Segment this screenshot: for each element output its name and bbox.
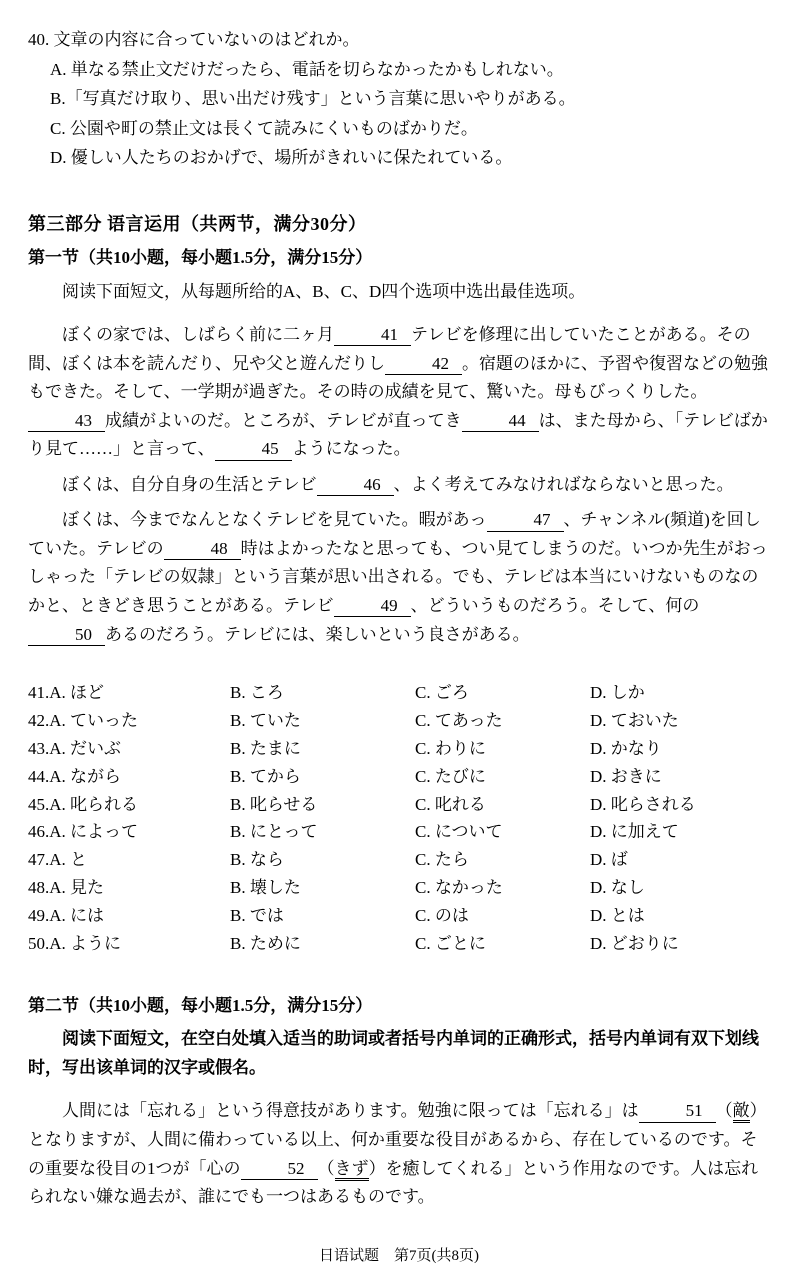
option-50-b: B. ために [230,933,301,953]
blank-41: 41 [334,324,411,346]
text-segment: ）を癒してくれる」という作用なのです。人は忘れられない嫌な過去が、誰にでも一つはあるものです。 [28,1158,759,1207]
cloze-passage [28,321,770,649]
section1-instruction: 阅读下面短文，从每题所给的A、B、C、D四个选项中选出最佳选项。 [62,281,586,301]
option-43-a: 43.A. だいぶ [28,738,122,758]
blank-51: 51 [639,1100,716,1122]
question-40 [28,26,770,173]
part3-heading: 第三部分 语言运用（共两节，满分30分） [28,213,367,234]
options-row-48 [28,874,770,902]
option-44-a: 44.A. ながら [28,766,122,786]
option-45-a: 45.A. 叱られる [28,794,139,814]
blank-50: 50 [28,624,105,646]
option-44-b: B. てから [230,766,301,786]
options-row-50 [28,930,770,958]
option-50-d: D. どおりに [590,933,679,953]
option-50-c: C. ごとに [415,933,486,953]
options-row-44 [28,763,770,791]
text-segment: 人間には「忘れる」という得意技があります。勉強に限っては「忘れる」は [62,1101,639,1121]
blank-44: 44 [462,410,539,432]
text-segment: ぼくは、今までなんとなくテレビを見ていた。暇があっ [62,510,487,530]
option-44-d: D. おきに [590,766,662,786]
question-40-option-c: C. 公園や町の禁止文は長くて読みにくいものばかりだ。 [50,118,478,138]
option-45-c: C. 叱れる [415,794,486,814]
question-40-option-b: B.「写真だけ取り、思い出だけ残す」という言葉に思いやりがある。 [50,89,576,109]
option-44-c: C. たびに [415,766,486,786]
option-47-d: D. ば [590,850,628,870]
text-segment: 、よく考えてみなければならないと思った。 [393,474,734,494]
blank-47: 47 [487,509,564,531]
section2-instruction: 阅读下面短文，在空白处填入适当的助词或者括号内单词的正确形式，括号内单词有双下划线时，写出该单词的汉字或假名。 [28,1029,759,1077]
text-segment: （ [317,1158,335,1178]
option-46-b: B. にとって [230,822,318,842]
section2-passage [28,1097,770,1211]
page-footer: 日语试题 第7页(共8页) [319,1247,479,1264]
options-row-43 [28,735,770,763]
text-segment: 、チャンネル(頻道)を回していた。テレビの [28,510,761,558]
option-43-d: D. かなり [590,738,662,758]
text-segment: ぼくは、自分自身の生活とテレビ [62,474,317,494]
section2-heading: 第二节（共10小题，每小题1.5分，满分15分） [28,995,373,1015]
section2-paragraph-1 [28,1097,770,1211]
option-47-b: B. なら [230,850,284,870]
blank-42: 42 [385,353,462,375]
option-41-a: 41.A. ほど [28,683,105,703]
options-row-47 [28,846,770,874]
option-42-a: 42.A. ていった [28,710,139,730]
option-45-d: D. 叱らされる [590,794,696,814]
section2 [28,992,770,1212]
question-40-stem: 40. 文章の内容に合っていないのはどれか。 [28,30,360,49]
options-table [28,679,770,958]
blank-49: 49 [334,595,411,617]
option-46-d: D. に加えて [590,822,679,842]
cloze-paragraph-1 [28,321,770,464]
option-48-c: C. なかった [415,878,503,898]
option-49-b: B. では [230,906,284,926]
cloze-paragraph-3 [28,506,770,649]
option-42-d: D. ておいた [590,710,679,730]
blank-43: 43 [28,410,105,432]
option-50-a: 50.A. ように [28,933,122,953]
options-row-46 [28,818,770,846]
option-49-d: D. とは [590,906,645,926]
options-row-45 [28,791,770,819]
text-segment: 成績がよいのだ。ところが、テレビが直ってき [105,410,462,430]
option-42-b: B. ていた [230,710,301,730]
option-49-c: C. のは [415,906,469,926]
option-47-c: C. たら [415,850,469,870]
blank-48: 48 [164,538,241,560]
text-segment: ぼくの家では、しばらく前に二ヶ月 [62,325,334,345]
option-47-a: 47.A. と [28,850,88,870]
double-underlined-word-1: 敵 [733,1101,750,1123]
text-segment: あるのだろう。テレビには、楽しいという良さがある。 [105,624,530,644]
double-underlined-word-2: きず [335,1159,369,1181]
options-row-41 [28,679,770,707]
option-43-c: C. わりに [415,738,486,758]
text-segment: 。宿題のほかに、予習や復習などの勉強もできた。そして、一学期が過ぎた。その時の成績を見て、驚いた。母もびっくりした。 [28,353,768,402]
option-46-c: C. について [415,822,503,842]
text-segment: は、また母から、「テレビばかり見て……」と言って、 [28,410,768,459]
section1-heading: 第一节（共10小题，每小题1.5分，满分15分） [28,247,373,267]
cloze-paragraph-2 [28,471,770,500]
option-48-b: B. 壊した [230,878,301,898]
option-48-a: 48.A. 見た [28,878,105,898]
option-46-a: 46.A. によって [28,822,139,842]
options-row-49 [28,902,770,930]
option-41-c: C. ごろ [415,683,469,703]
options-row-42 [28,707,770,735]
option-45-b: B. 叱らせる [230,794,318,814]
option-41-d: D. しか [590,683,645,703]
blank-45: 45 [215,438,292,460]
option-48-d: D. なし [590,878,645,898]
option-49-a: 49.A. には [28,906,105,926]
text-segment: ）となりますが、人間に備わっている以上、何か重要な役目があるから、存在しているのです。その重要な役目の1つが「心の [28,1101,767,1178]
blank-46: 46 [317,474,394,496]
option-43-b: B. たまに [230,738,301,758]
text-segment: テレビを修理に出していたことがある。その間、ぼくは本を読んだり、兄や父と遊んだりし [28,325,751,373]
text-segment: 時はよかったなと思っても、つい見てしまうのだ。いつか先生がおっしゃった「テレビの奴隷」という言葉が思い出される。でも、テレビは本当にいけないものなのかと、ときどき思うことがある。テレビ [28,538,768,615]
option-41-b: B. ころ [230,683,284,703]
blank-52: 52 [241,1158,318,1180]
text-segment: 、どういうものだろう。そして、何の [410,595,700,615]
option-42-c: C. てあった [415,710,503,730]
text-segment: （ [715,1101,733,1121]
question-40-option-d: D. 優しい人たちのおかげで、場所がきれいに保たれている。 [50,148,513,168]
text-segment: ようになった。 [291,439,411,459]
question-40-option-a: A. 単なる禁止文だけだったら、電話を切らなかったかもしれない。 [50,59,564,79]
